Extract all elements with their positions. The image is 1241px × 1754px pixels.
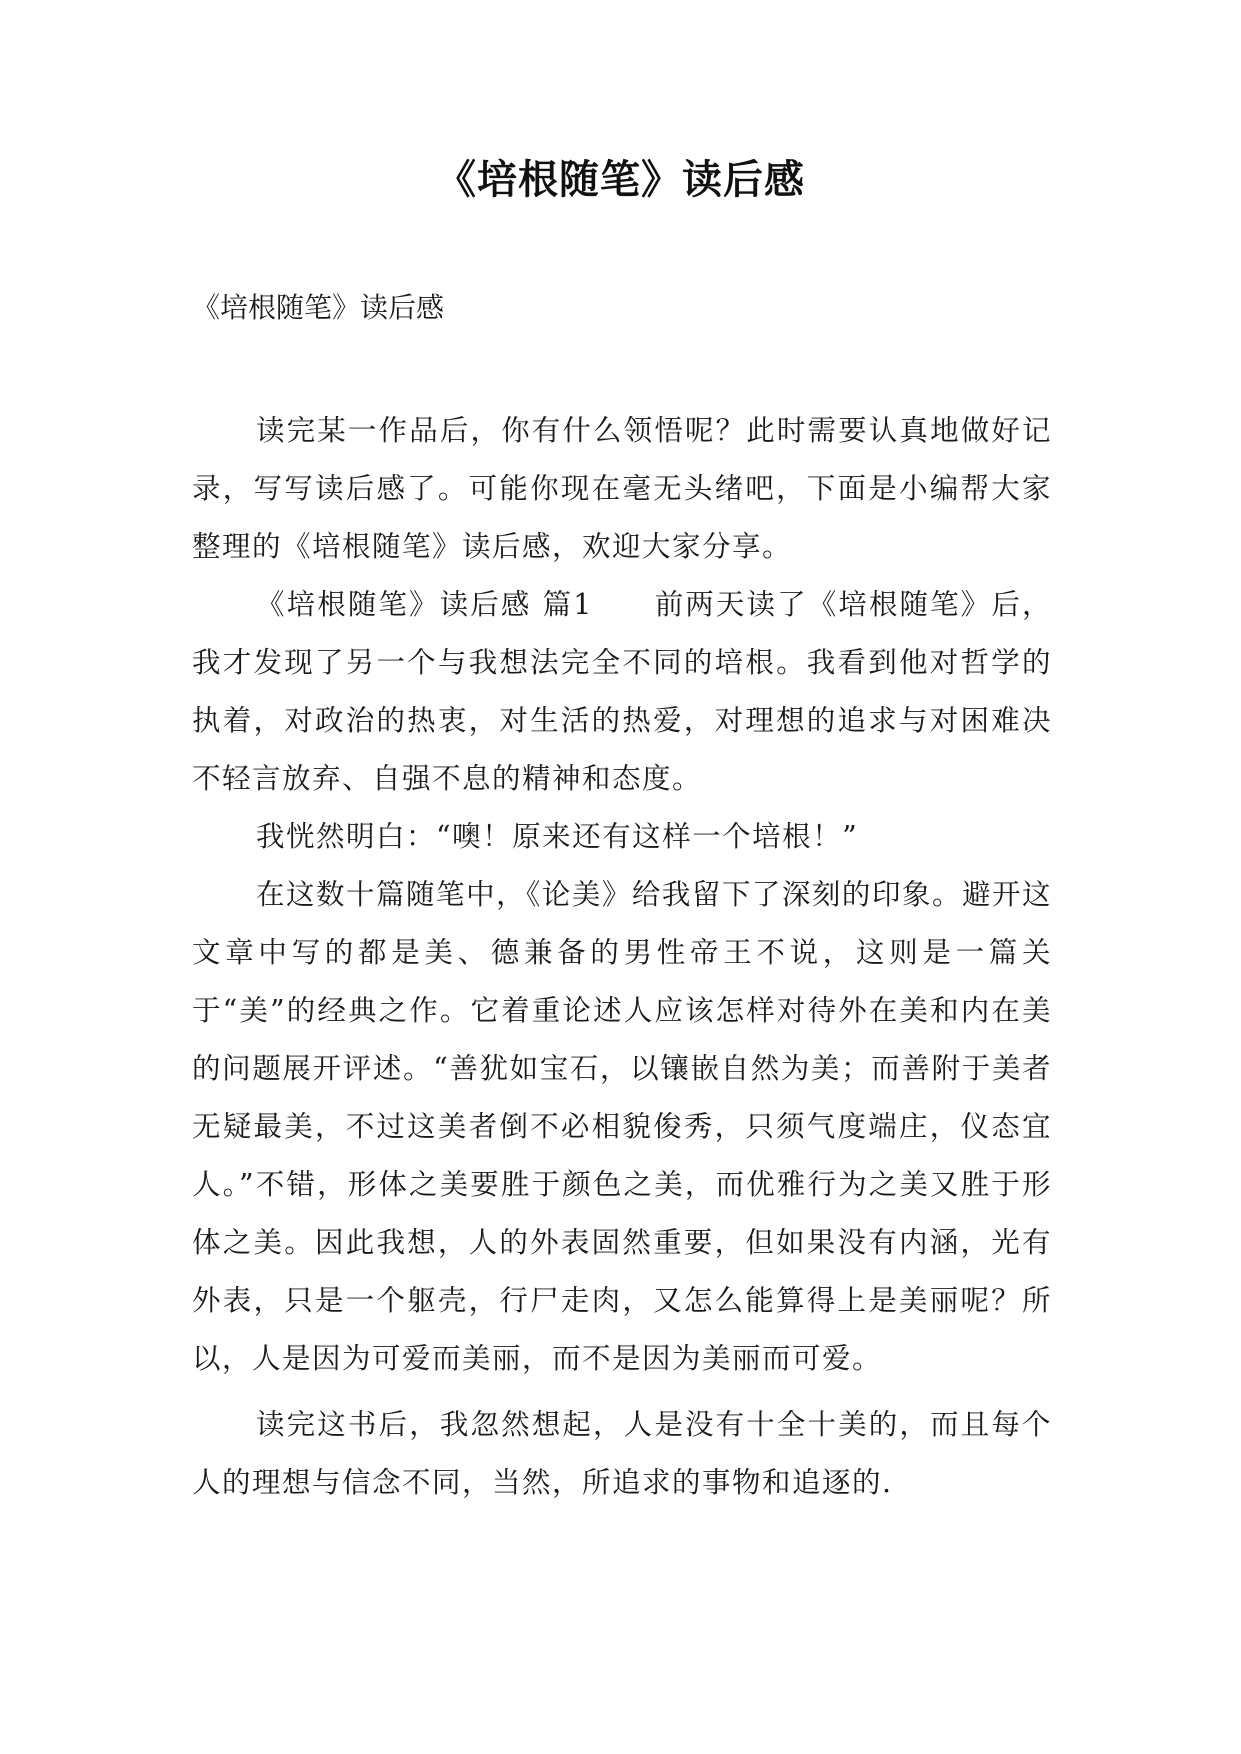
- paragraph-on-beauty: 在这数十篇随笔中，《论美》给我留下了深刻的印象。避开这文章中写的都是美、德兼备的男性帝王不说，这则是一篇关于“美”的经典之作。它着重论述人应该怎样对待外在美和内在美的问题展开评述。“善犹如宝石，以镶嵌自然为美；而善附于美者无疑最美，不过这美者倒不必相貌俊秀，只须气度端庄，仪态宜人。”不错，形体之美要胜于颜色之美，而优雅行为之美又胜于形体之美。因此我想，人的外表固然重要，但如果没有内涵，光有外表，只是一个躯壳，行尸走肉，又怎么能算得上是美丽呢？所以，人是因为可爱而美丽，而不是因为美丽而可爱。: [192, 878, 1052, 1375]
- document-title: 《培根随笔》读后感: [436, 157, 805, 203]
- paragraph-intro: 读完某一作品后，你有什么领悟呢？此时需要认真地做好记录，写写读后感了。可能你现在毫无头绪吧，下面是小编帮大家整理的《培根随笔》读后感，欢迎大家分享。: [192, 414, 1052, 563]
- paragraph-realization: 我恍然明白：“噢！原来还有这样一个培根！”: [256, 820, 859, 853]
- document-body: [192, 402, 1052, 1512]
- paragraph-part-1: 《培根随笔》读后感 篇1 前两天读了《培根随笔》后，我才发现了另一个与我想法完全不同的培根。我看到他对哲学的执着，对政治的热衷，对生活的热爱，对理想的追求与对困难决不轻言放弃、自强不息的精神和态度。: [192, 588, 1052, 795]
- paragraph-conclusion: 读完这书后，我忽然想起，人是没有十全十美的，而且每个人的理想与信念不同，当然，所追求的事物和追逐的.: [192, 1408, 1052, 1499]
- document-subtitle: 《培根随笔》读后感: [192, 291, 445, 324]
